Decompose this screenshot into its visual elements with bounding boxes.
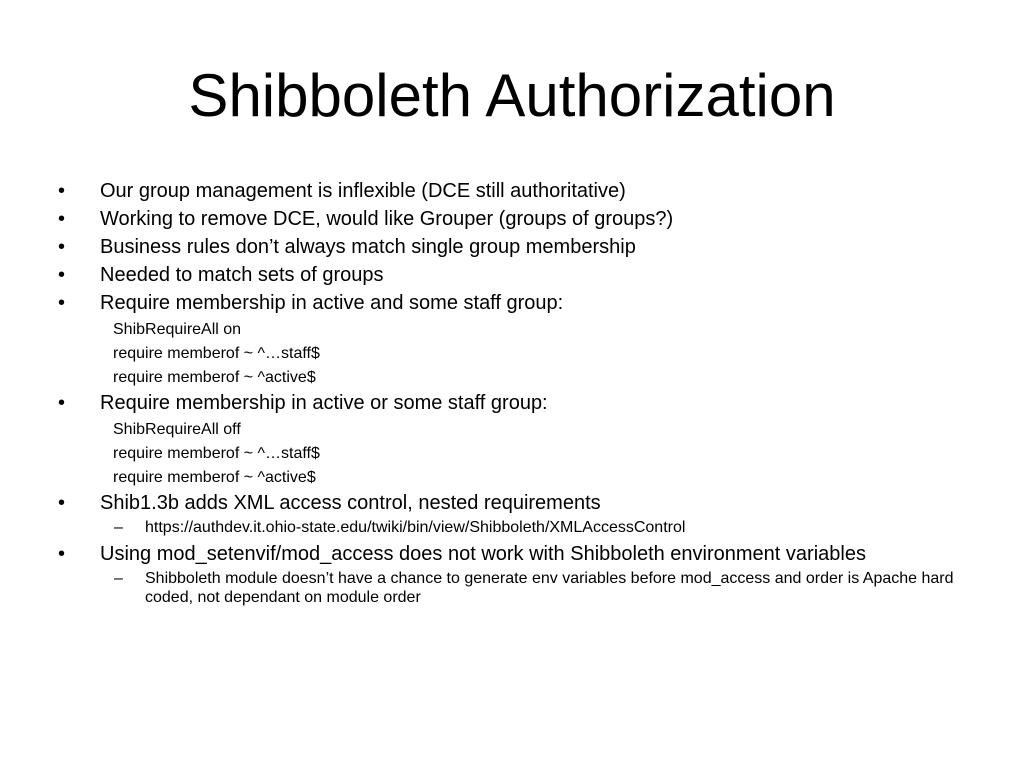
config-line: require memberof ~ ^active$ — [113, 369, 316, 386]
bullet-item — [58, 543, 978, 566]
bullet-text: Working to remove DCE, would like Grouper (groups of groups?) — [100, 208, 674, 230]
slide-title: Shibboleth Authorization — [188, 62, 836, 129]
dash-icon: – — [114, 570, 123, 587]
bullet-text: Using mod_setenvif/mod_access does not work with Shibboleth environment variables — [100, 543, 866, 565]
config-line: ShibRequireAll off — [113, 421, 241, 438]
bullet-icon: • — [58, 543, 66, 565]
config-line: require memberof ~ ^…staff$ — [113, 445, 320, 462]
dash-icon: – — [114, 519, 123, 536]
bullet-item — [58, 264, 978, 287]
bullet-icon: • — [58, 236, 66, 258]
bullet-item — [58, 208, 978, 231]
sub-bullet-item — [58, 518, 978, 537]
bullet-item — [58, 180, 978, 203]
bullet-text: Business rules don’t always match single group membership — [100, 236, 636, 258]
config-line: ShibRequireAll on — [113, 321, 242, 338]
config-line: require memberof ~ ^…staff$ — [113, 345, 320, 362]
config-line: require memberof ~ ^active$ — [113, 469, 316, 486]
bullet-text: Require membership in active and some staff group: — [100, 292, 564, 314]
bullet-item — [58, 292, 978, 315]
bullet-text: Require membership in active or some staff group: — [100, 392, 548, 414]
bullet-icon: • — [58, 180, 66, 202]
sub-bullet-item — [58, 569, 978, 607]
slide-body — [58, 180, 978, 613]
bullet-icon: • — [58, 264, 66, 286]
bullet-icon: • — [58, 292, 66, 314]
bullet-text: Needed to match sets of groups — [100, 264, 384, 286]
bullet-icon: • — [58, 208, 66, 230]
bullet-text: Our group management is inflexible (DCE still authoritative) — [100, 180, 626, 202]
bullet-item — [58, 236, 978, 259]
bullet-icon: • — [58, 492, 66, 514]
bullet-text: Shib1.3b adds XML access control, nested requirements — [100, 492, 601, 514]
xml-access-control-link: https://authdev.it.ohio-state.edu/twiki/bin/view/Shibboleth/XMLAccessControl — [145, 519, 686, 536]
bullet-item — [58, 392, 978, 415]
sub-bullet-text: Shibboleth module doesn’t have a chance to generate env variables before mod_access and order is Apache hard coded, not dependant on module order — [145, 570, 954, 606]
bullet-icon: • — [58, 392, 66, 414]
bullet-item — [58, 492, 978, 515]
